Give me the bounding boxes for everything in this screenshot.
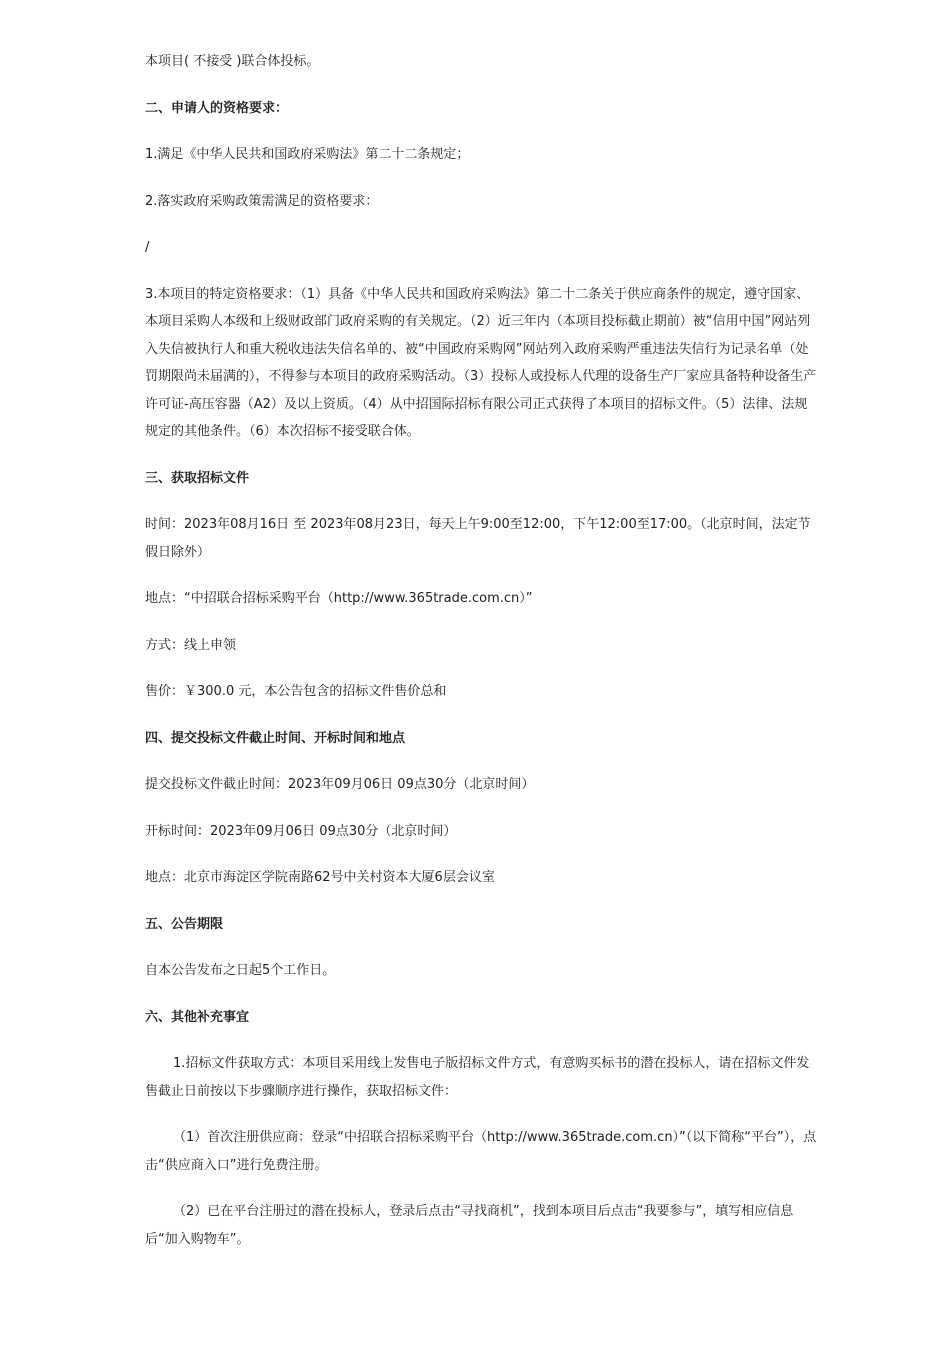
obtain-place: 地点：“中招联合招标采购平台（http://www.365trade.com.cn）” <box>145 591 533 606</box>
qualification-item-2-value: / <box>145 240 150 255</box>
section-heading-obtain-documents: 三、获取招标文件 <box>145 470 250 486</box>
submission-deadline: 提交投标文件截止时间：2023年09月06日 09点30分（北京时间） <box>145 777 535 792</box>
section-heading-notice-period: 五、公告期限 <box>145 916 224 932</box>
section-heading-other-matters: 六、其他补充事宜 <box>145 1009 250 1025</box>
other-matters-paragraph-2: （1）首次注册供应商：登录“中招联合招标采购平台（http://www.365trade.com.cn）”（以下简称“平台”），点击“供应商入口”进行免费注册。 <box>145 1130 817 1173</box>
qualification-item-3: 3.本项目的特定资格要求：（1）具备《中华人民共和国政府采购法》第二十二条关于供应商条件的规定，遵守国家、本项目采购人本级和上级财政部门政府采购的有关规定。（2）近三年内（本项目投标截止期前）被“信用中国”网站列入失信被执行人和重大税收违法失信名单的、被“中国政府采购网”网站列入政府采购严重违法失信行为记录名单（处罚期限尚未届满的），不得参与本项目的政府采购活动。（3）投标人或投标人代理的设备生产厂家应具备特种设备生产许可证-高压容器（A2）及以上资质。（4）从中招国际招标有限公司正式获得了本项目的招标文件。（5）法律、法规规定的其他条件。（6）本次招标不接受联合体。 <box>145 286 817 439</box>
opening-place: 地点：北京市海淀区学院南路62号中关村资本大厦6层会议室 <box>145 870 495 885</box>
notice-period-text: 自本公告发布之日起5个工作日。 <box>145 963 336 978</box>
joint-bid-statement: 本项目( 不接受 )联合体投标。 <box>145 54 320 69</box>
qualification-item-2: 2.落实政府采购政策需满足的资格要求： <box>145 193 379 209</box>
obtain-time: 时间：2023年08月16日 至 2023年08月23日，每天上午9:00至12:00，下午12:00至17:00。（北京时间，法定节假日除外） <box>145 517 811 560</box>
other-matters-paragraph-3: （2）已在平台注册过的潜在投标人，登录后点击“寻找商机”，找到本项目后点击“我要参与”，填写相应信息后“加入购物车”。 <box>145 1204 794 1247</box>
announcement-body <box>145 48 817 1272</box>
section-heading-qualifications: 二、申请人的资格要求： <box>145 100 289 116</box>
obtain-method: 方式：线上申领 <box>145 637 237 653</box>
qualification-item-1: 1.满足《中华人民共和国政府采购法》第二十二条规定； <box>145 147 470 162</box>
opening-time: 开标时间：2023年09月06日 09点30分（北京时间） <box>145 823 457 839</box>
obtain-price: 售价：￥300.0 元，本公告包含的招标文件售价总和 <box>145 684 447 699</box>
other-matters-paragraph-1: 1.招标文件获取方式：本项目采用线上发售电子版招标文件方式，有意购买标书的潜在投标人，请在招标文件发售截止日前按以下步骤顺序进行操作，获取招标文件： <box>145 1056 810 1099</box>
section-heading-submission: 四、提交投标文件截止时间、开标时间和地点 <box>145 730 406 746</box>
